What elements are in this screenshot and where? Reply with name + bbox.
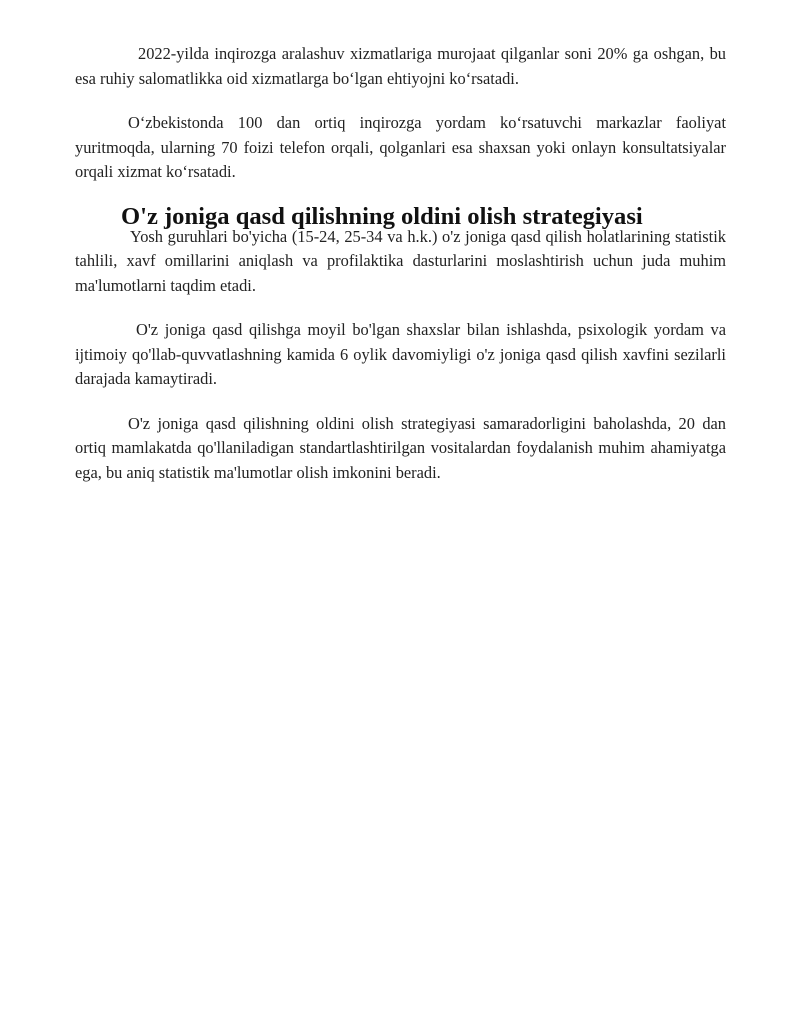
- paragraph-crisis-requests: 2022-yilda inqirozga aralashuv xizmatlariga murojaat qilganlar soni 20% ga oshgan, bu esa ruhiy salomatlikka oid xizmatlarga boʻlgan ehtiyojni koʻrsatadi.: [75, 44, 726, 88]
- paragraph-strategy-evaluation: O'z joniga qasd qilishning oldini olish strategiyasi samaradorligini baholashda, 20 dan ortiq mamlakatda qo'llaniladigan standartlashtirilgan vositalardan foydalanish muhim ahamiyatga ega, bu aniq statistik ma'lumotlar olish imkonini beradi.: [75, 413, 726, 482]
- document-body: [75, 42, 726, 485]
- paragraph-support-duration: O'z joniga qasd qilishga moyil bo'lgan shaxslar bilan ishlashda, psixologik yordam va ijtimoiy qo'llab-quvvatlashning kamida 6 oylik davomiyligi o'z joniga qasd qilish xavfini sezilarli darajada kamaytiradi.: [75, 320, 726, 388]
- section-heading: O'z joniga qasd qilishning oldini olish strategiyasi: [121, 202, 643, 230]
- paragraph-age-group-analysis: Yosh guruhlari bo'yicha (15-24, 25-34 va h.k.) o'z joniga qasd qilish holatlarining statistik tahlili, xavf omillarini aniqlash va profilaktika dasturlarini moslashtirish uchun juda muhim ma'lumotlarni taqdim etadi.: [75, 226, 726, 295]
- paragraph-crisis-centers: Oʻzbekistonda 100 dan ortiq inqirozga yordam koʻrsatuvchi markazlar faoliyat yuritmoqda, ularning 70 foizi telefon orqali, qolganlari esa shaxsan yoki onlayn konsultatsiyalar orqali xizmat koʻrsatadi.: [75, 113, 726, 181]
